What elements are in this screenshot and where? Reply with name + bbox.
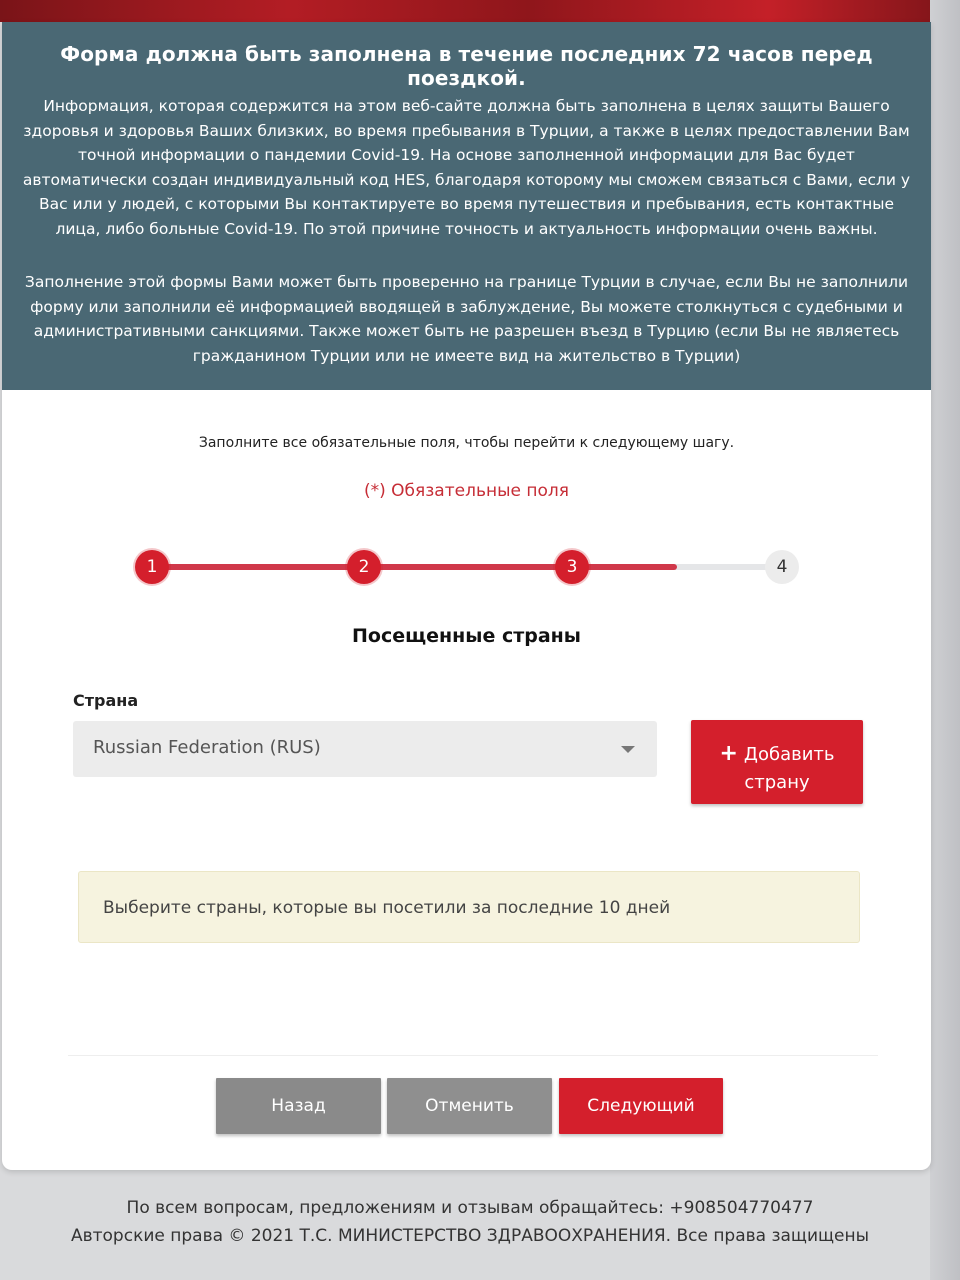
add-country-button[interactable] [691, 720, 863, 804]
add-country-label: Добавить страну [743, 743, 835, 793]
back-button[interactable]: Назад [216, 1078, 381, 1134]
next-button[interactable]: Следующий [559, 1078, 723, 1134]
section-title: Посещенные страны [352, 625, 581, 647]
country-select[interactable] [73, 721, 657, 777]
header-image-strip [0, 0, 960, 22]
footer-copyright: Авторские права © 2021 Т.С. МИНИСТЕРСТВО ЗДРАВООХРАНЕНИЯ. Все права защищены [70, 1226, 870, 1246]
stepper-progress [152, 564, 677, 570]
step-1: 1 [135, 550, 169, 584]
footer-contact: По всем вопросам, предложениям и отзывам обращайтесь: +908504770477 [126, 1198, 814, 1218]
cancel-button[interactable]: Отменить [387, 1078, 552, 1134]
step-3: 3 [555, 550, 589, 584]
divider [68, 1055, 878, 1056]
page-background-edge [930, 0, 960, 1280]
banner-paragraph-info: Информация, которая содержится на этом веб-сайте должна быть заполнена в целях защиты Вашего здоровья и здоровья Ваших близких, во время пребывания в Турции, а также в целях предоставлении Вам точной информации о пандемии Covid-19. На основе заполненной информации для Вас будет автоматически создан индивидуальный код HES, благодаря которому мы сможем связаться с Вами, если у Вас или у людей, с которыми Вы контактируете во время путешествия и пребывания, есть контактные лица, либо больные Covid-19. По этой причине точность и актуальность информации очень важны. [22, 97, 911, 238]
plus-icon: + [719, 740, 738, 766]
form-card [2, 22, 931, 1170]
country-label: Страна [73, 691, 139, 710]
banner-title: Форма должна быть заполнена в течение последних 72 часов перед поездкой. [60, 42, 873, 90]
required-fields-note: (*) Обязательные поля [364, 481, 569, 501]
banner-paragraph-warning: Заполнение этой формы Вами может быть проверенно на границе Турции в случае, если Вы не заполнили форму или заполнили её информацией вводящей в заблуждение, Вы можете столкнуться с судебными и административными санкциями. Также может быть не разрешен въезд в Турцию (если Вы не являетесь гражданином Турции или не имеете вид на жительство в Турции) [24, 273, 909, 365]
form-instruction: Заполните все обязательные поля, чтобы перейти к следующему шагу. [198, 435, 735, 451]
visited-countries-notice: Выберите страны, которые вы посетили за последние 10 дней [78, 871, 860, 943]
step-2: 2 [347, 550, 381, 584]
step-4: 4 [765, 550, 799, 584]
info-banner [2, 22, 931, 390]
chevron-down-icon [621, 746, 635, 753]
progress-stepper [2, 542, 931, 592]
country-select-value: Russian Federation (RUS) [93, 737, 321, 758]
